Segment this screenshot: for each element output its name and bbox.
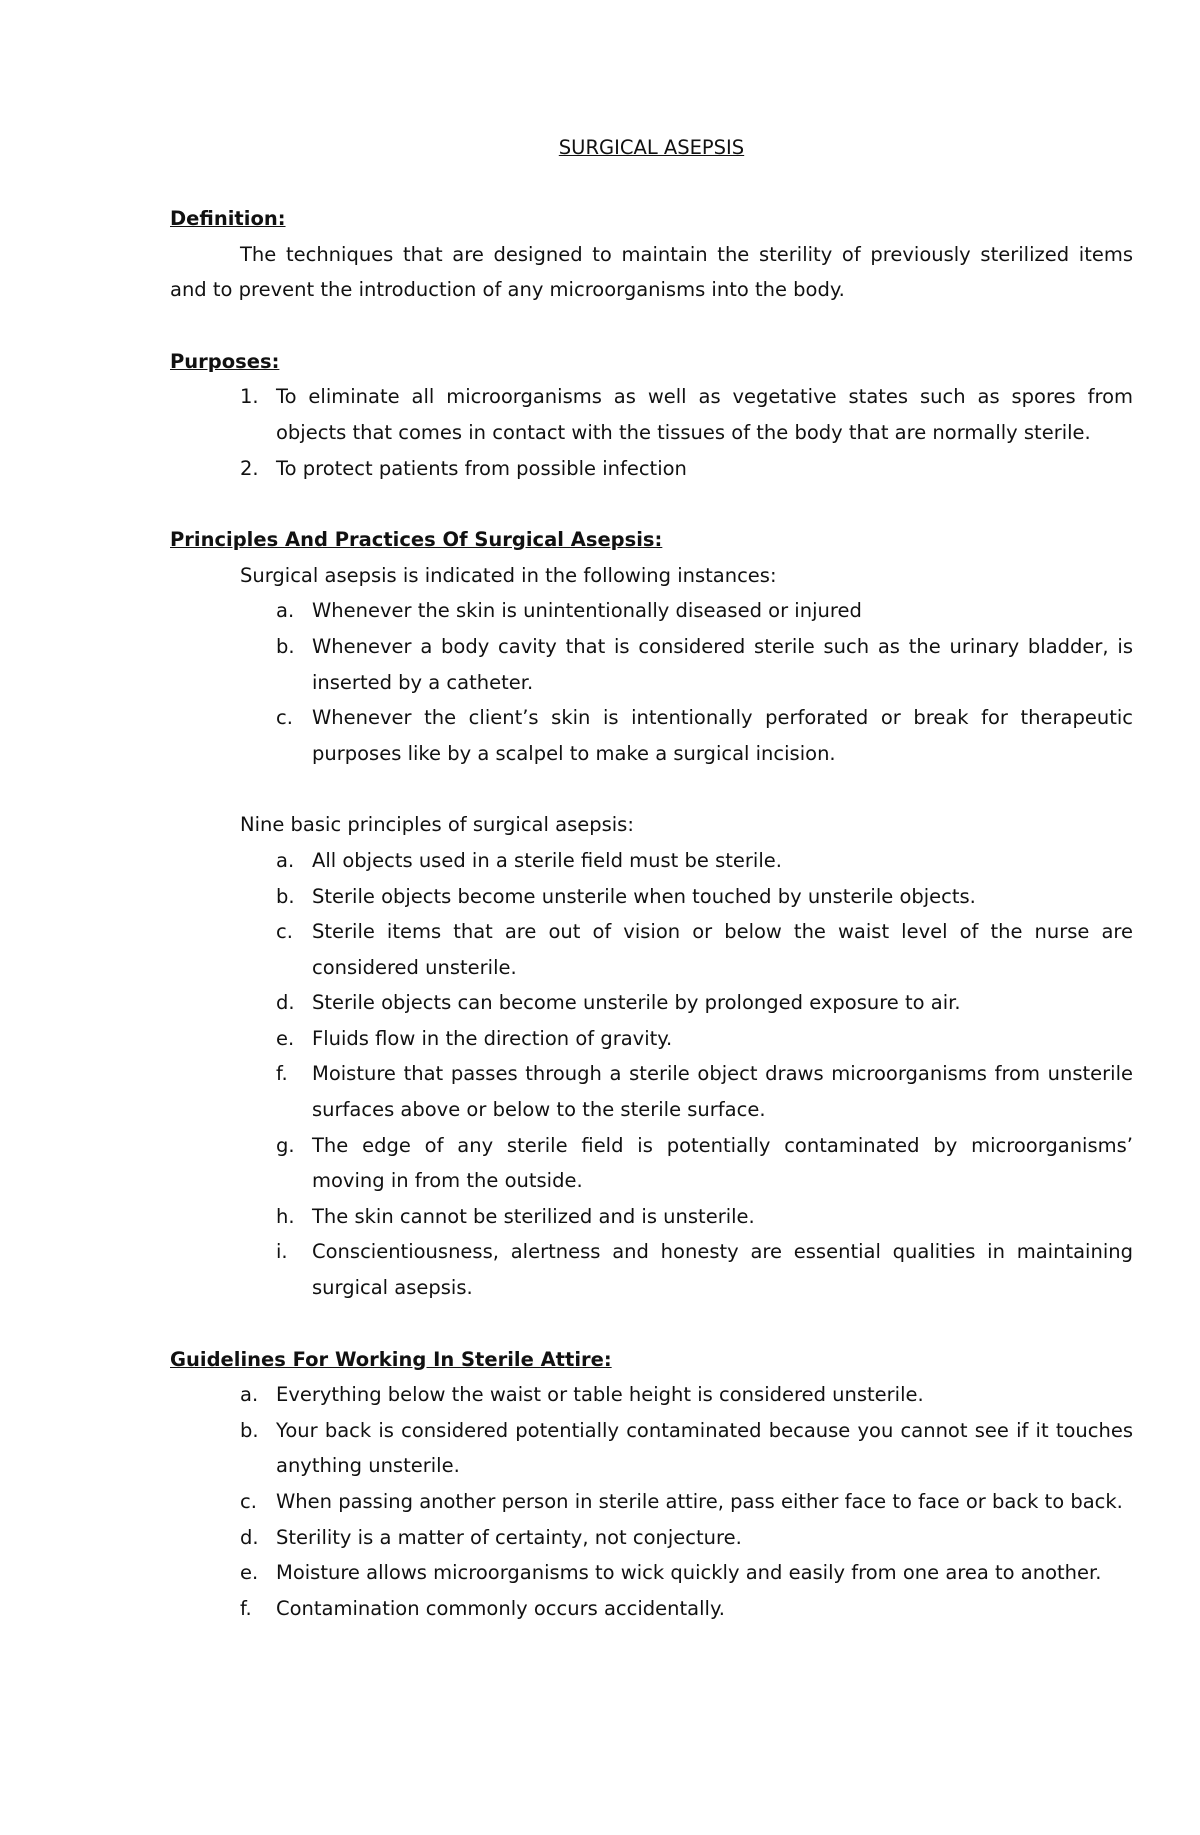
list-marker: e.: [276, 1026, 295, 1050]
list-item-text: Whenever a body cavity that is considered sterile such as the urinary bladder, is inserted by a catheter.: [312, 634, 1133, 694]
list-marker: d.: [240, 1525, 259, 1549]
list-marker: d.: [276, 991, 295, 1015]
list-item-text: Sterile objects become unsterile when touched by unsterile objects.: [312, 884, 976, 908]
purposes-list: [170, 379, 1133, 486]
definition-text: The techniques that are designed to maintain the sterility of previously sterilized items and to prevent the introduction of any microorganisms into the body.: [170, 242, 1133, 302]
list-item-text: All objects used in a sterile field must be sterile.: [312, 848, 782, 872]
list-item: [170, 914, 1133, 985]
list-item: [170, 700, 1133, 771]
list-item: [170, 1128, 1133, 1199]
list-marker: a.: [276, 848, 295, 872]
list-item-text: Moisture that passes through a sterile object draws microorganisms from unsterile surfaces above or below to the sterile surface.: [312, 1062, 1133, 1122]
list-item: [170, 1591, 1133, 1627]
list-marker: c.: [240, 1490, 257, 1513]
list-marker: i.: [276, 1240, 288, 1264]
list-item: [170, 843, 1133, 879]
list-item-text: To protect patients from possible infection: [276, 456, 687, 480]
list-marker: f.: [240, 1596, 252, 1620]
list-marker: c.: [276, 706, 293, 730]
list-item-text: Whenever the skin is unintentionally diseased or injured: [312, 599, 862, 623]
list-item-text: When passing another person in sterile attire, pass either face to face or back to back.: [276, 1490, 1123, 1513]
list-item-text: Sterile items that are out of vision or below the waist level of the nurse are considered unsterile.: [312, 920, 1133, 979]
list-marker: 2.: [240, 456, 259, 480]
list-marker: c.: [276, 920, 293, 944]
purposes-heading: Purposes:: [170, 349, 280, 373]
list-item-text: Everything below the waist or table height is considered unsterile.: [276, 1383, 924, 1407]
list-item: [170, 1234, 1133, 1305]
list-item: [170, 593, 1133, 629]
list-marker: h.: [276, 1204, 295, 1228]
nine-principles-list: [170, 843, 1133, 1306]
list-item-text: Moisture allows microorganisms to wick quickly and easily from one area to another.: [276, 1561, 1102, 1585]
list-item: [170, 1484, 1133, 1520]
list-item-text: The edge of any sterile field is potentially contaminated by microorganisms’ moving in from the outside.: [312, 1133, 1133, 1193]
list-marker: f.: [276, 1062, 288, 1086]
list-item-text: Fluids flow in the direction of gravity.: [312, 1026, 673, 1050]
list-item: [170, 629, 1133, 700]
document-page: [170, 130, 1133, 1626]
instances-list: [170, 593, 1133, 771]
list-marker: b.: [240, 1418, 259, 1442]
list-item-text: Sterile objects can become unsterile by prolonged exposure to air.: [312, 991, 961, 1015]
list-item: [170, 1199, 1133, 1235]
list-item: [170, 1056, 1133, 1127]
list-item-text: To eliminate all microorganisms as well as vegetative states such as spores from objects that comes in contact with the tissues of the body that are normally sterile.: [276, 385, 1133, 444]
list-item: [170, 1021, 1133, 1057]
list-item: [170, 451, 1133, 487]
list-marker: b.: [276, 884, 295, 908]
list-item-text: Whenever the client’s skin is intentionally perforated or break for therapeutic purposes like by a scalpel to make a surgical incision.: [312, 706, 1133, 765]
list-item-text: Conscientiousness, alertness and honesty are essential qualities in maintaining surgical asepsis.: [312, 1240, 1133, 1300]
list-marker: b.: [276, 634, 295, 658]
list-item-text: Sterility is a matter of certainty, not conjecture.: [276, 1525, 742, 1549]
list-item: [170, 985, 1133, 1021]
guidelines-heading: Guidelines For Working In Sterile Attire:: [170, 1347, 612, 1371]
principles-intro: Surgical asepsis is indicated in the following instances:: [240, 563, 777, 587]
list-marker: e.: [240, 1561, 259, 1585]
list-item: [170, 379, 1133, 450]
guidelines-list: [170, 1377, 1133, 1626]
list-marker: a.: [276, 599, 295, 623]
list-item: [170, 879, 1133, 915]
list-marker: 1.: [240, 385, 259, 409]
list-marker: g.: [276, 1133, 295, 1157]
list-item: [170, 1520, 1133, 1556]
principles-heading: Principles And Practices Of Surgical Asepsis:: [170, 528, 663, 552]
list-item-text: Your back is considered potentially contaminated because you cannot see if it touches anything unsterile.: [276, 1418, 1133, 1478]
list-marker: a.: [240, 1383, 259, 1407]
list-item: [170, 1377, 1133, 1413]
definition-heading: Definition:: [170, 207, 286, 230]
nine-principles-intro: Nine basic principles of surgical asepsis:: [240, 813, 634, 837]
page-title: SURGICAL ASEPSIS: [558, 136, 745, 159]
list-item: [170, 1555, 1133, 1591]
list-item: [170, 1413, 1133, 1484]
list-item-text: The skin cannot be sterilized and is unsterile.: [312, 1204, 755, 1228]
list-item-text: Contamination commonly occurs accidentally.: [276, 1596, 725, 1620]
